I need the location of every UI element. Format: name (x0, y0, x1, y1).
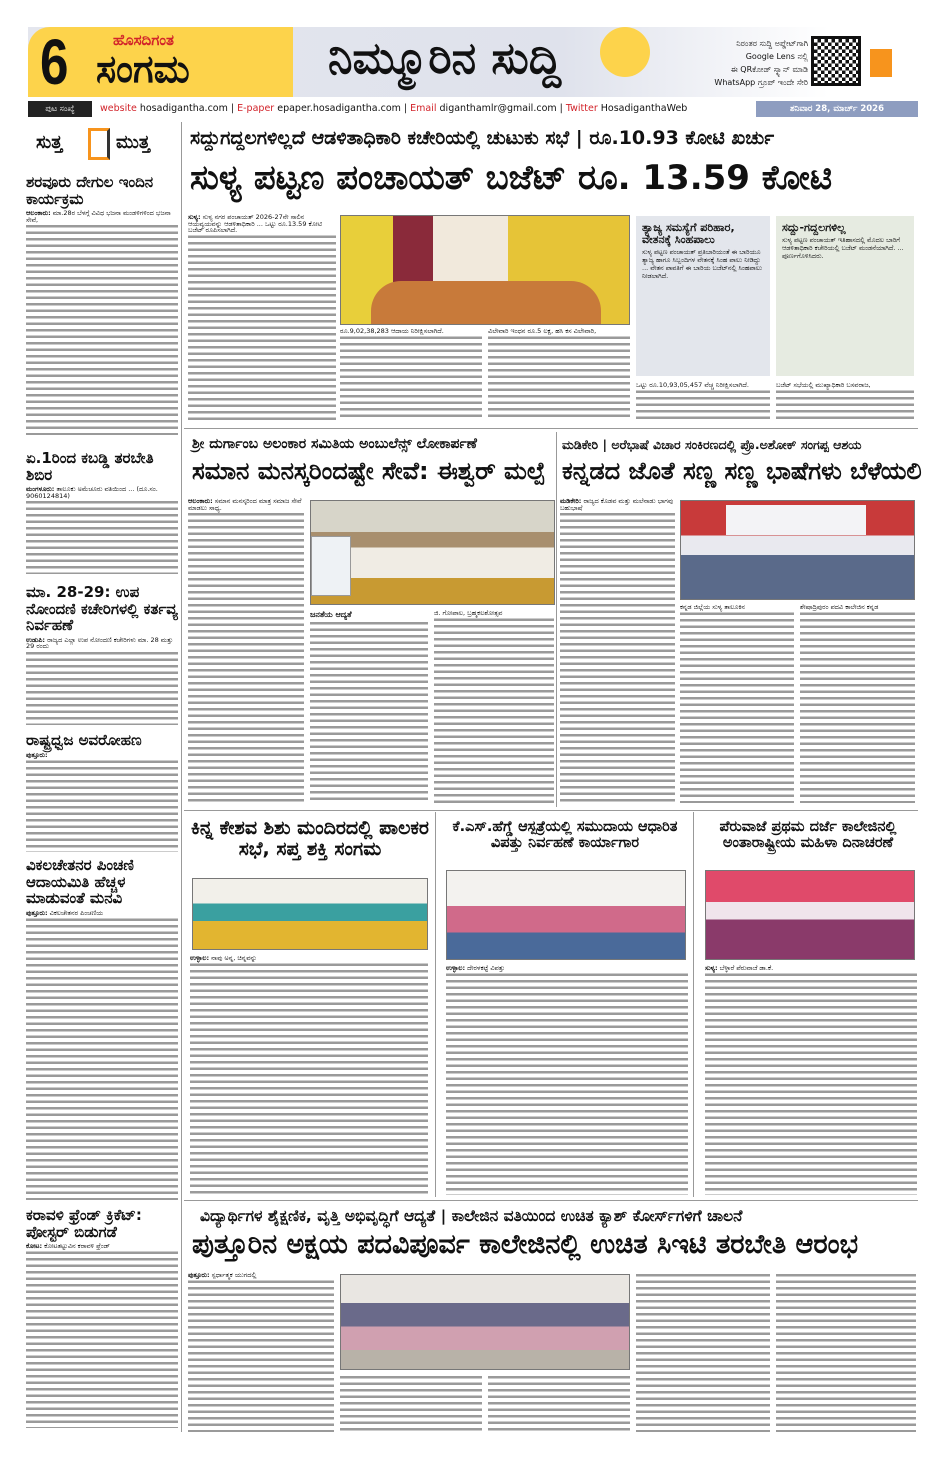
dateline: ಪುತ್ತೂರು: (188, 1271, 210, 1279)
column-rule (556, 432, 557, 807)
story4-body-col1 (188, 1272, 334, 1432)
snippet: ಸಮಾನ ಮನಸ್ಕರಿಂದ ಮಾತ್ರ ಸಮಾಜ ಸೇವೆ ಮಾಡಲು ಸಾಧ್ಯ. (188, 497, 302, 512)
story3-kicker: ಮಡಿಕೇರಿ | ಅರೆಭಾಷೆ ವಿಚಾರ ಸಂಕಿರಣದಲ್ಲಿ ಪ್ರೊ.ಅಶೋಕ್ ಸಂಗಪ್ಪ ಆಶಯ (562, 437, 862, 452)
story3-body-col2 (680, 604, 794, 803)
lead-kicker: ಸದ್ದುಗದ್ದಲಗಳಿಲ್ಲದೆ ಆಡಳಿತಾಧಿಕಾರಿ ಕಚೇರಿಯಲ್ಲಿ ಚುಟುಕು ಸಭೆ | ರೂ.10.93 ಕೋಟಿ ಖರ್ಚು (190, 127, 775, 149)
accent-block (870, 49, 892, 77)
article-body (26, 1243, 178, 1428)
article-lead (188, 214, 336, 234)
story3-headline: ಕನ್ನಡದ ಜೊತೆ ಸಣ್ಣ ಸಣ್ಣ ಭಾಷೆಗಳು ಬೆಳೆಯಲಿ (562, 457, 922, 485)
story3-body-col1 (560, 498, 675, 803)
article-headline: ಕಿನ್ನ ಕೇಶವ ಶಿಶು ಮಂದಿರದಲ್ಲಿ ಪಾಲಕರ ಸಭೆ, ಸಪ್ತ ಶಕ್ತಿ ಸಂಗಮ (191, 817, 429, 860)
epaper-link[interactable]: epaper.hosadigantha.com (277, 103, 401, 114)
snippet: ಬೆಳ್ಳಾರೆ ಪೆರುವಾಜೆ ಡಾ.ಕೆ. (719, 964, 774, 972)
article-headline: ಏ.1ರಿಂದ ಕಬಡ್ಡಿ ತರಬೇತಿ ಶಿಬಿರ (26, 449, 154, 484)
left-article (26, 174, 178, 435)
snippet: ಬಜೆಟ್ ಸಭೆಯಲ್ಲಿ ಮುಖ್ಯಾಧಿಕಾರಿ ಬಸವರಾಜ, (776, 382, 914, 389)
column-rule (693, 812, 694, 1197)
story2-photo (310, 500, 555, 605)
dateline: ಉಡುಪಿ: (26, 635, 45, 644)
row3-body (446, 965, 688, 1195)
story4-body-col5 (776, 1272, 916, 1432)
story4-body-col2 (340, 1374, 482, 1432)
issue-date: ಶನಿವಾರ 28, ಮಾರ್ಚ್ 2026 (756, 101, 918, 117)
snippet: ರಾಜ್ಯದ ಎಲ್ಲಾ ಉಪ ನೋಂದಣಿ ಕಚೇರಿಗಳು ಮಾ. 28 ಮತ್ತು 29 ರಂದು (26, 635, 174, 650)
brand-small: ಹೊಸದಿಗಂತ (113, 31, 174, 49)
row3-article (188, 818, 432, 860)
story4-body-col3 (488, 1374, 630, 1432)
links: website hosadigantha.com | E-paper epaper.hosadigantha.com | Email diganthamlr@gmail.com | Twitter HosadiganthaWeb (100, 103, 688, 114)
article-body (26, 486, 178, 574)
section-rule (184, 1200, 918, 1201)
website-link[interactable]: hosadigantha.com (139, 103, 228, 114)
lead-photo (340, 215, 630, 325)
sidebar-box-waste (636, 216, 770, 376)
dateline: ಆಲಂಕಾರು: (188, 497, 213, 505)
article-headline: ಪೆರುವಾಜೆ ಪ್ರಥಮ ದರ್ಜೆ ಕಾಲೇಜಿನಲ್ಲಿ ಅಂತಾರಾಷ್ಟ್ರೀಯ ಮಹಿಳಾ ದಿನಾಚರಣೆ (719, 819, 897, 851)
article-lead (26, 910, 178, 917)
left-article (26, 450, 178, 574)
snippet: ರೂ.9,02,38,283 ಆದಾಯ ನಿರೀಕ್ಷಿಸಲಾಗಿದೆ. (340, 328, 482, 335)
left-article (26, 732, 178, 852)
page-number: 6 (40, 26, 69, 98)
logo-text-b: ಮುತ್ತ (116, 132, 150, 153)
story4-headline: ಪುತ್ತೂರಿನ ಅಕ್ಷಯ ಪದವಿಪೂರ್ವ ಕಾಲೇಜಿನಲ್ಲಿ ಉಚಿತ ಸಿಇಟಿ ತರಬೇತಿ ಆರಂಭ (192, 1229, 859, 1260)
qr-text-line: ಈ QRಕೋಡ್ ಸ್ಕ್ಯಾನ್ ಮಾಡಿ (730, 65, 808, 74)
row3-body (190, 955, 428, 1195)
page-label: ಪುಟ ಸಂಖ್ಯೆ (28, 101, 92, 117)
snippet: ಒಟ್ಟು ರೂ.10,93,05,457 ವೆಚ್ಚ ನಿರೀಕ್ಷಿಸಲಾಗಿದೆ. (636, 382, 770, 389)
qr-text-line: ನಿರಂತರ ಸುದ್ದಿ ಅಪ್ಡೇಟ್‌ಗಾಗಿ (736, 39, 808, 48)
logo-text-a: ಸುತ್ತ (36, 132, 63, 153)
story4-body-col4 (636, 1272, 770, 1432)
email-link[interactable]: diganthamlr@gmail.com (439, 103, 557, 114)
lead-body-col5 (776, 382, 914, 420)
article-lead (26, 752, 178, 759)
brand-name: ಸಂಗಮ (96, 47, 190, 91)
sidebar-box-quiet (776, 216, 914, 376)
story2-subhead: ಜನತೆಯ ಆದ್ಯತೆ (310, 610, 352, 619)
dateline: ಪುತ್ತೂರು: (26, 750, 48, 759)
info-bar (28, 101, 918, 117)
article-lead (26, 210, 178, 223)
article-body (26, 910, 178, 1200)
story4-kicker: ವಿದ್ಯಾರ್ಥಿಗಳ ಶೈಕ್ಷಣಿಕ, ವೃತ್ತಿ ಅಭಿವೃದ್ಧಿಗೆ ಆದ್ಯತೆ | ಕಾಲೇಜಿನ ವತಿಯಿಂದ ಉಚಿತ ಕ್ಯಾಶ್ ಕೋರ್ಸ್‌ಗಳಿಗೆ ಚಾಲನೆ (200, 1207, 743, 1225)
twitter-label: Twitter (565, 103, 598, 114)
column-rule (181, 122, 182, 1432)
banner (726, 505, 866, 535)
website-label: website (100, 103, 137, 114)
story4-photo (340, 1274, 630, 1370)
snippet: ಕನ್ನಡ ಜಿಲ್ಲೆಯ ಸುಳ್ಯ ತಾಲೂಕಿನ (680, 604, 794, 611)
lead-body-col3 (488, 328, 630, 420)
box-title: ಸದ್ದು-ಗದ್ದಲಗಳಿಲ್ಲ (782, 221, 846, 234)
dateline: ಉಳ್ಳಾಲ: (190, 954, 210, 962)
story2-body-col3 (434, 610, 554, 803)
left-article (26, 857, 178, 1200)
dateline: ಮಡಿಕೇರಿ: (560, 497, 582, 505)
story2-headline: ಸಮಾನ ಮನಸ್ಕರಿಂದಷ್ಟೇ ಸೇವೆ: ಈಶ್ವರ್ ಮಲ್ಪೆ (192, 457, 546, 485)
article-body (26, 637, 178, 725)
left-article (26, 584, 178, 725)
snippet: ನಾವು ಅನ್ನ, ಚಿನ್ನವನ್ನು (211, 954, 257, 962)
qr-text-line: WhatsApp ಗ್ರೂಪ್ ಇಂದೇ ಸೇರಿ (714, 78, 808, 87)
snippet: ವಿಕಲಚೇತನರ ಪಿಂಚಣಿಯ (49, 908, 104, 917)
section-rule (184, 428, 918, 429)
article-headline: ಶರವೂರು ದೇಗುಲ ಇಂದಿನ ಕಾರ್ಯಕ್ರಮ (26, 173, 154, 208)
qr-text-line: Google Lens ನಲ್ಲಿ (745, 52, 808, 61)
snippet: ರಾಜ್ಯದ ಕೊಡವ ಮತ್ತು ಮಲೆನಾಡು ಭಾಗವು ಬಹುಭಾಷೆ (560, 497, 674, 512)
snippet: ಕೋಟತಟ್ಟುವಿನ ಕರಾವಳಿ ಫ್ರೆಂಡ್ (44, 1242, 110, 1250)
snippet: ವಿಲೇವಾರಿ ಇಂಧನ ರೂ.5 ಲಕ್ಷ, ಹಸಿ ಕಸ ವಿಲೇವಾರಿ, (488, 328, 630, 335)
section-rule (184, 810, 918, 811)
snippet: ಸುಳ್ಯ ನಗರ ಪಂಚಾಯತ್ 2026-27ನೇ ಸಾಲಿನ ಆಯವ್ಯಯವನ್ನು ಆಡಳಿತಾಧಿಕಾರಿ ... ಒಟ್ಟು ರೂ.13.59 ಕೋಟಿ ಬಜೆಟ್ ರೂಪಿಸಲಾಗಿದೆ. (188, 213, 322, 234)
article-lead (26, 637, 178, 650)
article-headline: ಮಾ. 28-29: ಉಪ ನೋಂದಣಿ ಕಚೇರಿಗಳಲ್ಲಿ ಕರ್ತವ್ಯ ನಿರ್ವಹಣೆ (26, 583, 178, 634)
row3-article (698, 820, 918, 852)
snippet: ಜಿ. ಗೋಪಾಲ, ಬ್ರಹ್ಮಕಲಶೋತ್ಸವ (434, 610, 554, 617)
box-text: ಸುಳ್ಯ ಪಟ್ಟಣ ಪಂಚಾಯತ್ ಪ್ರತಿಬಾರಿಯಂತೆ ಈ ಬಾರಿಯೂ ತ್ಯಾಜ್ಯ ಹಾಗೂ ಸಿಬ್ಬಂದಿಗಳ ವೇತನಕ್ಕೆ ಸಿಂಹ ಪಾಲು ನೀಡಿದ್ದು ... ವೇತನ ಪಾವತಿಗೆ ಈ ಬಾರಿಯ ಬಜೆಟ್‌ನಲ್ಲಿ ಸಿಂಹಪಾಲು ನೀಡಲಾಗಿದೆ. (642, 248, 763, 281)
article-headline: ರಾಷ್ಟ್ರಧ್ವಜ ಅವರೋಹಣ (26, 731, 142, 749)
desk (371, 281, 601, 325)
ambulance (311, 536, 351, 596)
article-body (26, 752, 178, 852)
article-body (26, 210, 178, 435)
article-lead (446, 965, 688, 972)
column-rule (435, 812, 436, 1197)
snippet: ಶೇಷಾದ್ರಿಪುರಂ ಪದವಿ ಕಾಲೇಜಿನ ಕನ್ನಡ (800, 604, 915, 611)
snippet: ಮಾ.28ರ ಬೆಳಗ್ಗೆ ವಿವಿಧ ಭಜನಾ ಮಂಡಳಿಗಳಿಂದ ಭಜನಾ ಸೇವೆ, (26, 209, 171, 224)
article-headline: ಕೆ.ಎಸ್.ಹೆಗ್ಡೆ ಆಸ್ಪತ್ರೆಯಲ್ಲಿ ಸಮುದಾಯ ಆಧಾರಿತ ವಿಪತ್ತು ನಿರ್ವಹಣೆ ಕಾರ್ಯಾಗಾರ (452, 819, 678, 851)
story3-body-col3 (800, 604, 915, 803)
article-lead (26, 1243, 178, 1250)
article-lead (705, 965, 917, 972)
section-title: ನಿಮ್ಮೂರಿನ ಸುದ್ದಿ (328, 33, 562, 84)
article-lead (560, 498, 675, 511)
lead-body-col1 (188, 214, 336, 420)
dateline: ಸುಳ್ಯ: (705, 964, 718, 972)
row3-photo (192, 878, 428, 950)
dateline: ಮಂಗಳೂರು: (26, 485, 55, 493)
article-lead (188, 1272, 334, 1279)
lead-headline: ಸುಳ್ಯ ಪಟ್ಟಣ ಪಂಚಾಯತ್ ಬಜೆಟ್ ರೂ. 13.59 ಕೋಟಿ (190, 158, 833, 198)
email-label: Email (410, 103, 437, 114)
article-lead (26, 486, 178, 499)
qr-code[interactable] (811, 36, 861, 86)
left-article (26, 1207, 178, 1428)
sutta-mutta-logo (36, 128, 166, 160)
row3-article (440, 820, 690, 852)
dateline: ಪುತ್ತೂರು: (26, 908, 48, 917)
article-headline: ಕರಾವಳಿ ಫ್ರೆಂಡ್ ಕ್ರಿಕೆಟ್: ಪೋಸ್ಟರ್ ಬಿಡುಗಡೆ (26, 1206, 142, 1241)
masthead (28, 27, 918, 97)
dateline: ಆಲಂಕಾರು: (26, 209, 51, 217)
lead-body-col2 (340, 328, 482, 420)
article-lead (188, 498, 304, 511)
story2-kicker: ಶ್ರೀ ದುರ್ಗಾಂಬ ಅಲಂಕಾರ ಸಮಿತಿಯ ಅಂಬುಲೆನ್ಸ್ ಲೋಕಾರ್ಪಣೆ (192, 436, 477, 452)
dateline: ಉಳ್ಳಾಲ: (446, 964, 466, 972)
article-headline: ವಿಕಲಚೇತನರ ಪಿಂಚಣಿ ಆದಾಯಮಿತಿ ಹೆಚ್ಚಳ ಮಾಡುವಂತೆ ಮನವಿ (26, 856, 134, 907)
snippet: ದೇರಳಕಟ್ಟೆ ವಿಪತ್ತು (467, 964, 505, 972)
box-text: ಸುಳ್ಯ ಪಟ್ಟಣ ಪಂಚಾಯತ್ ಇತಿಹಾಸದಲ್ಲಿ ಮೊದಲ ಬಾರಿಗೆ ಆಡಳಿತಾಧಿಕಾರಿ ಕಚೇರಿಯಲ್ಲಿ ಬಜೆಟ್ ಮಂಡನೆಯಾಗಿದೆ. ... ಪೂರ್ಣಗೊಳಿಸಿದರು. (782, 236, 904, 261)
dateline: ಕೋಟ: (26, 1242, 43, 1250)
twitter-link[interactable]: HosadiganthaWeb (600, 103, 688, 114)
article-lead (190, 955, 428, 962)
door-icon (88, 128, 110, 160)
snippet: ಸ್ಪರ್ಧಾತ್ಮಕ ಯುಗದಲ್ಲಿ (211, 1271, 257, 1279)
box-title: ತ್ಯಾಜ್ಯ ಸಮಸ್ಯೆಗೆ ಪರಿಹಾರ, ವೇತನಕ್ಕೆ ಸಿಂಹಪಾಲು (642, 221, 735, 247)
story3-photo (680, 500, 915, 600)
story2-body-col1 (188, 498, 304, 803)
dateline: ಸುಳ್ಯ: (188, 213, 201, 221)
row3-body (705, 965, 917, 1195)
row3-photo (705, 870, 915, 960)
lead-body-col4 (636, 382, 770, 420)
row3-photo (446, 870, 686, 960)
snippet: ತಾಲೂಕು ಅಮೆಚೂರು ವತಿಯಿಂದ ... (ದೂ.ಸಂ. 9060124814) (26, 485, 158, 500)
story2-body-col2 (310, 620, 428, 803)
epaper-label: E-paper (237, 103, 275, 114)
qr-instructions (628, 37, 808, 89)
